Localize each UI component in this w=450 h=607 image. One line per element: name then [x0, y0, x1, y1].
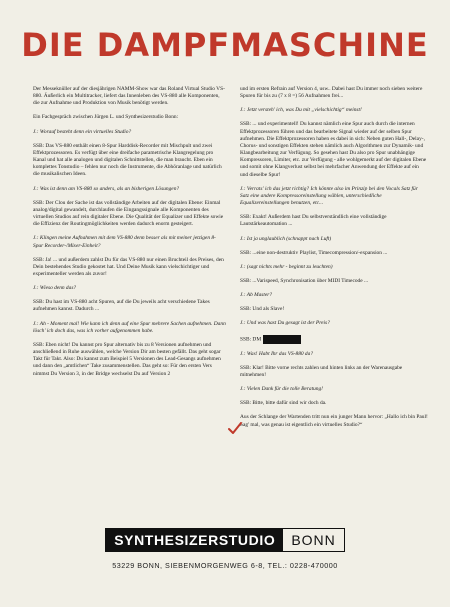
question-paragraph: J.: Ab Master?	[240, 292, 273, 299]
paragraph: Aus der Schlange der Wartenden tritt nun ein junger Mann hervor: „Hallo ich bin Paul! Sag' mal, was genau ist eigentlich ein virtuelles Studio?“	[240, 414, 428, 428]
redacted-price-block	[263, 335, 301, 344]
headline: DIE DAMPFMASCHINE	[21, 26, 429, 64]
question-paragraph: J.: Was! Habt Ihr das VS-880 da?	[240, 350, 314, 357]
right-column	[240, 86, 428, 436]
paragraph: SSB: Exakt! Außerdem hast Du selbstverständlich eine vollständige Lautstärkeautomation ...	[240, 214, 387, 228]
question-paragraph: J.: Wieso denn das?	[33, 285, 77, 292]
question-paragraph: J.: Jetzt versteh' ich, was Du mit „vielschichtig“ meinst!	[240, 107, 362, 114]
paragraph: SSB: Ja! ... und außerdem zahlst Du für das VS-880 nur einen Bruchteil des Preises, den Dein bestehendes Studio gekostet hat. Und Deine Musik kann vielschichtiger und experimenteller werden als zuvor!	[33, 256, 224, 277]
paragraph: Der Messeknüller auf der diesjährigen NAMM-Show war das Roland Virtual Studio VS-880. Äußerlich ein Multitracker, liefert das Innenleben des VS-880 alle Komponenten, die zur Aufnahme und Produktion von Musik benötigt werden.	[33, 86, 225, 107]
left-column	[33, 86, 226, 385]
question-paragraph: J.: Vielen Dank für die tolle Beratung!	[240, 386, 323, 393]
question-paragraph: J.: Verrats' ich das jetzt richtig? Ich könnte also im Prinzip bei den Vocals Satz für Satz eine andere Kompressoreinstellung wählen, unterschiedliche Equalizereinstellungen benutzen, etc...	[240, 185, 418, 207]
paragraph: SSB: Du hast im VS-880 acht Spuren, auf die Du jeweils acht verschiedene Takes aufnehmen kannst. Dadurch ...	[33, 299, 210, 313]
brand-logo	[105, 528, 345, 552]
brand-name: SYNTHESIZERSTUDIO	[106, 529, 283, 551]
paragraph: Ein Fachgespräch zwischen Jürgen L. und Synthesizerstudio Bonn:	[33, 114, 179, 121]
price-label: SSB: DM	[240, 336, 262, 343]
question-paragraph: J.: Ist ja unglaublich (schnappt nach Luft)	[240, 235, 332, 242]
paragraph: SSB: ...eine non-destruktiv Playlist, Timecompression/-expansion ...	[240, 249, 388, 256]
paragraph: SSB: ...Varispeed, Synchronisation über MIDI Timecode ...	[240, 277, 369, 284]
paragraph: SSB: Und als Slave!	[240, 306, 285, 313]
question-paragraph: J.: Und was hast Du gesagt ist der Preis?	[240, 320, 330, 327]
question-paragraph: J.: Was ist denn am VS-880 so anders, als an bisherigen Lösungen?	[33, 185, 180, 192]
question-paragraph: J.: Worauf besteht denn ein virtuelles Studio?	[33, 128, 132, 135]
checkmark-icon	[228, 422, 242, 436]
paragraph: SSB: Der Clou der Sache ist das vollständige Arbeiten auf der digitalen Ebene: Einmal analog/digital gewandelt, durchlaufen die Eingangssignale alle Komponenten des virtuellen Studios auf rein digitaler Ebene. Die Qualität der Equalizer und Effekte sowie die Effizienz der Routingmöglichkeiten werden dadurch enorm gesteigert.	[33, 199, 224, 228]
paragraph: SSB: Klar! Bitte vorne rechts zahlen und hinten links an der Warenausgabe mitnehmen!	[240, 364, 403, 378]
brand-city: BONN	[283, 529, 343, 551]
question-paragraph: J.: Ah - Moment mal! Wie kann ich denn auf eine Spur mehrere Sachen aufnehmen. Dann lösch' ich doch das, was ich vorher aufgenommen habe.	[33, 320, 226, 334]
paragraph: SSB: Bitte, bitte dafür sind wir doch da.	[240, 400, 327, 407]
footer	[0, 528, 450, 570]
paragraph: und im ersten Refrain auf Version 4, usw.. Dabei hast Du immer noch sieben weitere Spuren für bis zu (7 x 8 =) 56 Aufnahmen frei...	[240, 86, 423, 100]
paragraph: SSB: Das VS-880 enthält einen 8-Spur Harddisk-Recorder mit Mischpult und zwei Effektprozessoren. Es verfügt über eine dreifache parametrische Klangregelung pro Kanal und hat alle analogen und digitalen Schnittstellen, die man braucht. Eben ein komplettes Tonstudio – fehlen nur noch die Instrumente, die Abhöranlage und natürlich die musikalischen Ideen.	[33, 142, 222, 178]
question-paragraph: J.: Klingen meine Aufnahmen mit dem VS-880 denn besser als mit meiner jetzigen 8-Spur Recorder-/Mixer-Einheit?	[33, 235, 216, 249]
address: 53229 BONN, SIEBENMORGENWEG 6-8, TEL.: 0228-470000	[112, 561, 338, 570]
paragraph: SSB: Eben nicht! Du kannst pro Spur alternativ bis zu 8 Versionen aufnehmen und anschließend in Ruhe auswählen, welche Version Dir am besten gefällt. Das geht sogar Takt für Takt. Also: Du kannst zum Beispiel 5 Versionen des Lead-Gesangs aufnehmen und dann den „amtlichen“ Take zusammenstellen. Das geht so: Für den ersten Vers nimmst Du Version 3, in der Bridge wechselst Du auf Version 2	[33, 341, 221, 377]
question-paragraph: J.: (sagt nichts mehr - beginnt zu leuchten)	[240, 263, 333, 270]
paragraph: SSB: ... und experimentell! Du kannst nämlich eine Spur auch durch die internen Effektprozessoren führen und das bearbeitete Signal wieder auf der selben Spur aufnehmen. Die Effektprozessoren haben es dabei in sich: Neben guten Hall-, Delay-, Chorus- und sonstigen Effekten stehen nämlich auch Algorithmen zur Dynamik- und Klangbearbeitung zur Verfügung. So gesehen hast Du also pro Spur unabhängige Kompressoren, Limiter, etc. zur Verfügung - alle wohlgemerkt auf der digitalen Ebene und somit ohne Klangverlust selbst bei mehrfacher Anwendung der Effekte auf ein und dieselbe Spur!	[240, 121, 427, 178]
paragraph	[240, 335, 428, 344]
